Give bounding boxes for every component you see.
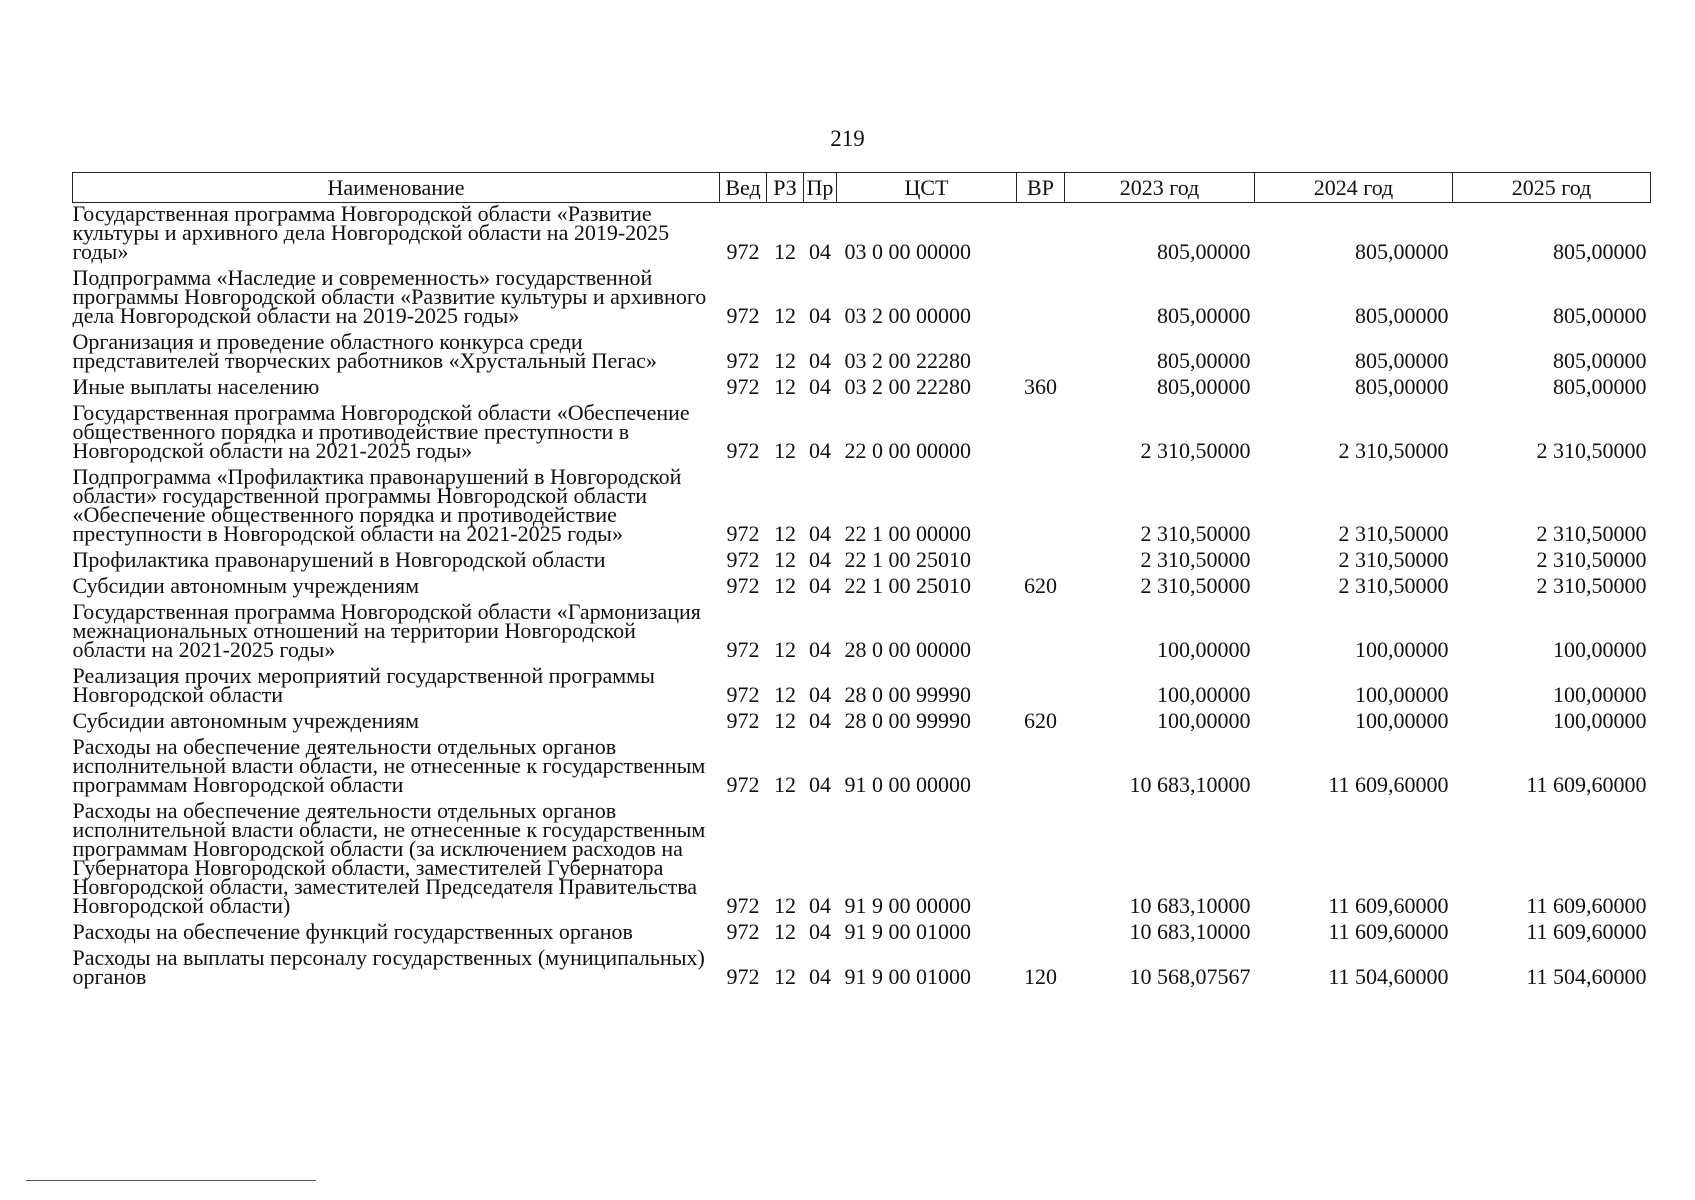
cell-cst: 03 2 00 22280: [844, 374, 971, 399]
table-row: [73, 947, 1651, 992]
cell-2024: 100,00000: [1355, 708, 1449, 733]
cell-pr: 04: [809, 919, 831, 944]
cell-rz: 12: [774, 303, 796, 328]
cell-pr: 04: [809, 521, 831, 546]
cell-2025: 2 310,50000: [1536, 547, 1647, 572]
cell-vr: [1017, 267, 1065, 331]
cell-rz: 12: [774, 573, 796, 598]
cell-ved: 972: [726, 919, 760, 944]
cell-2023: 100,00000: [1157, 682, 1251, 707]
cell-rz: 12: [774, 919, 796, 944]
cell-2023: 2 310,50000: [1140, 547, 1251, 572]
cell-ved: 972: [726, 348, 760, 373]
header-name: Наименование: [73, 173, 720, 203]
cell-vr: 620: [1024, 708, 1057, 733]
table-row: [73, 575, 1651, 601]
cell-pr: 04: [809, 682, 831, 707]
cell-2023: 2 310,50000: [1140, 573, 1251, 598]
cell-2023: 2 310,50000: [1140, 521, 1251, 546]
cell-2023: 10 683,10000: [1129, 772, 1251, 797]
cell-2024: 11 609,60000: [1328, 772, 1449, 797]
cell-2024: 11 609,60000: [1328, 893, 1449, 918]
cell-vr: [1017, 331, 1065, 376]
cell-rz: 12: [774, 964, 796, 989]
cell-rz: 12: [774, 239, 796, 264]
cell-rz: 12: [774, 547, 796, 572]
cell-vr: [1017, 466, 1065, 549]
header-2025: 2025 год: [1453, 173, 1651, 203]
cell-vr: [1017, 800, 1065, 921]
cell-2023: 2 310,50000: [1140, 438, 1251, 463]
table-row: [73, 376, 1651, 402]
cell-name: Государственная программа Новгородской области «Развитие культуры и архивного дела Новгородской области на 2019-2025 годы»: [72, 201, 670, 264]
cell-rz: 12: [774, 893, 796, 918]
cell-2023: 100,00000: [1157, 708, 1251, 733]
cell-2025: 2 310,50000: [1536, 438, 1647, 463]
cell-2023: 805,00000: [1157, 303, 1251, 328]
table-row: [73, 710, 1651, 736]
cell-name: Иные выплаты населению: [72, 374, 320, 399]
cell-2024: 805,00000: [1355, 239, 1449, 264]
cell-2023: 10 683,10000: [1129, 893, 1251, 918]
cell-2025: 805,00000: [1553, 239, 1647, 264]
table-row: [73, 921, 1651, 947]
cell-cst: 22 1 00 25010: [844, 573, 971, 598]
cell-2025: 2 310,50000: [1536, 521, 1647, 546]
cell-vr: [1017, 402, 1065, 466]
header-ved: Вед: [720, 173, 767, 203]
cell-pr: 04: [809, 239, 831, 264]
cell-name: Расходы на обеспечение деятельности отдельных органов исполнительной власти области, не отнесенные к государственным программам Новгородской области (за исключением расходов на Губернатора Новгородской области, заместителей Губернатора Новгородской области, заместителей Председателя Правительства Новгородской области): [72, 798, 706, 918]
table-header: [73, 173, 1651, 203]
header-rz: РЗ: [767, 173, 804, 203]
page-number: 219: [830, 126, 865, 151]
cell-ved: 972: [726, 521, 760, 546]
cell-2025: 805,00000: [1553, 348, 1647, 373]
cell-cst: 28 0 00 99990: [844, 682, 971, 707]
table-row: [73, 466, 1651, 549]
cell-name: Расходы на обеспечение функций государственных органов: [72, 919, 633, 944]
cell-cst: 22 1 00 25010: [844, 547, 971, 572]
cell-vr: 620: [1024, 573, 1057, 598]
cell-cst: 03 2 00 22280: [844, 348, 971, 373]
cell-pr: 04: [809, 964, 831, 989]
cell-name: Субсидии автономным учреждениям: [72, 573, 420, 598]
cell-pr: 04: [809, 573, 831, 598]
table-row: [73, 549, 1651, 575]
table-row: [73, 800, 1651, 921]
cell-ved: 972: [726, 637, 760, 662]
table-row: [73, 402, 1651, 466]
cell-rz: 12: [774, 772, 796, 797]
table-body: [73, 203, 1651, 993]
table-row: [73, 601, 1651, 665]
cell-2023: 10 683,10000: [1129, 919, 1251, 944]
table-row: [73, 267, 1651, 331]
cell-2025: 11 609,60000: [1526, 772, 1647, 797]
cell-2023: 805,00000: [1157, 239, 1251, 264]
cell-pr: 04: [809, 303, 831, 328]
cell-pr: 04: [809, 893, 831, 918]
cell-cst: 28 0 00 00000: [844, 637, 971, 662]
cell-2025: 100,00000: [1553, 708, 1647, 733]
cell-2024: 100,00000: [1355, 637, 1449, 662]
cell-rz: 12: [774, 348, 796, 373]
table-row: [73, 203, 1651, 268]
cell-pr: 04: [809, 772, 831, 797]
cell-2024: 805,00000: [1355, 303, 1449, 328]
cell-cst: 91 9 00 01000: [844, 919, 971, 944]
cell-pr: 04: [809, 348, 831, 373]
cell-name: Государственная программа Новгородской области «Обеспечение общественного порядка и противодействие преступности в Новгородской области на 2021-2025 годы»: [72, 400, 690, 463]
table-row: [73, 736, 1651, 800]
cell-vr: [1017, 921, 1065, 947]
cell-pr: 04: [809, 547, 831, 572]
header-2023: 2023 год: [1065, 173, 1255, 203]
header-2024: 2024 год: [1255, 173, 1453, 203]
cell-2024: 805,00000: [1355, 374, 1449, 399]
cell-ved: 972: [726, 772, 760, 797]
cell-2025: 2 310,50000: [1536, 573, 1647, 598]
header-cst: ЦСТ: [837, 173, 1017, 203]
cell-ved: 972: [726, 547, 760, 572]
cell-vr: [1017, 549, 1065, 575]
cell-vr: 120: [1024, 964, 1057, 989]
cell-cst: 91 0 00 00000: [844, 772, 971, 797]
cell-ved: 972: [726, 964, 760, 989]
cell-cst: 91 9 00 01000: [844, 964, 971, 989]
cell-cst: 03 2 00 00000: [844, 303, 971, 328]
cell-name: Субсидии автономным учреждениям: [72, 708, 420, 733]
cell-2024: 11 504,60000: [1328, 964, 1449, 989]
cell-2024: 11 609,60000: [1328, 919, 1449, 944]
table-row: [73, 331, 1651, 376]
cell-2025: 11 609,60000: [1526, 919, 1647, 944]
cell-name: Расходы на обеспечение деятельности отдельных органов исполнительной власти области, не отнесенные к государственным программам Новгородской области: [72, 734, 706, 797]
cell-pr: 04: [809, 637, 831, 662]
cell-name: Подпрограмма «Профилактика правонарушений в Новгородской области» государственной программы Новгородской области «Обеспечение общественного порядка и противодействие преступности в Новгородской области на 2021-2025 годы»: [72, 464, 682, 546]
cell-vr: [1017, 203, 1065, 268]
cell-vr: [1017, 736, 1065, 800]
cell-cst: 22 1 00 00000: [844, 521, 971, 546]
cell-name: Реализация прочих мероприятий государственной программы Новгородской области: [72, 663, 655, 707]
cell-vr: [1017, 601, 1065, 665]
cell-pr: 04: [809, 708, 831, 733]
cell-2025: 11 609,60000: [1526, 893, 1647, 918]
cell-ved: 972: [726, 303, 760, 328]
cell-2024: 100,00000: [1355, 682, 1449, 707]
cell-cst: 22 0 00 00000: [844, 438, 971, 463]
cell-rz: 12: [774, 637, 796, 662]
cell-cst: 03 0 00 00000: [844, 239, 971, 264]
cell-2025: 100,00000: [1553, 637, 1647, 662]
cell-ved: 972: [726, 708, 760, 733]
cell-2023: 100,00000: [1157, 637, 1251, 662]
cell-2024: 2 310,50000: [1338, 573, 1449, 598]
cell-cst: 28 0 00 99990: [844, 708, 971, 733]
header-pr: Пр: [804, 173, 837, 203]
cell-2024: 2 310,50000: [1338, 521, 1449, 546]
cell-2024: 805,00000: [1355, 348, 1449, 373]
table-row: [73, 665, 1651, 710]
cell-vr: 360: [1024, 374, 1057, 399]
cell-name: Подпрограмма «Наследие и современность» государственной программы Новгородской области «Развитие культуры и архивного дела Новгородской области на 2019-2025 годы»: [72, 265, 707, 328]
header-vr: ВР: [1017, 173, 1065, 203]
cell-ved: 972: [726, 438, 760, 463]
cell-cst: 91 9 00 00000: [844, 893, 971, 918]
cell-name: Государственная программа Новгородской области «Гармонизация межнациональных отношений на территории Новгородской области на 2021-2025 годы»: [72, 599, 701, 662]
cell-rz: 12: [774, 682, 796, 707]
cell-name: Профилактика правонарушений в Новгородской области: [72, 547, 606, 572]
cell-rz: 12: [774, 521, 796, 546]
cell-rz: 12: [774, 708, 796, 733]
footnote-divider: [26, 1180, 316, 1181]
budget-table: [72, 172, 1651, 992]
cell-rz: 12: [774, 374, 796, 399]
cell-ved: 972: [726, 239, 760, 264]
cell-pr: 04: [809, 374, 831, 399]
cell-ved: 972: [726, 682, 760, 707]
cell-pr: 04: [809, 438, 831, 463]
cell-2025: 100,00000: [1553, 682, 1647, 707]
cell-2023: 805,00000: [1157, 374, 1251, 399]
cell-2023: 10 568,07567: [1129, 964, 1251, 989]
cell-2024: 2 310,50000: [1338, 438, 1449, 463]
cell-name: Организация и проведение областного конкурса среди представителей творческих работников «Хрустальный Пегас»: [72, 329, 657, 373]
cell-2025: 805,00000: [1553, 374, 1647, 399]
cell-ved: 972: [726, 573, 760, 598]
cell-2025: 11 504,60000: [1526, 964, 1647, 989]
cell-ved: 972: [726, 893, 760, 918]
cell-2024: 2 310,50000: [1338, 547, 1449, 572]
cell-rz: 12: [774, 438, 796, 463]
cell-2023: 805,00000: [1157, 348, 1251, 373]
cell-vr: [1017, 665, 1065, 710]
cell-name: Расходы на выплаты персоналу государственных (муниципальных) органов: [72, 945, 705, 989]
cell-ved: 972: [726, 374, 760, 399]
cell-2025: 805,00000: [1553, 303, 1647, 328]
